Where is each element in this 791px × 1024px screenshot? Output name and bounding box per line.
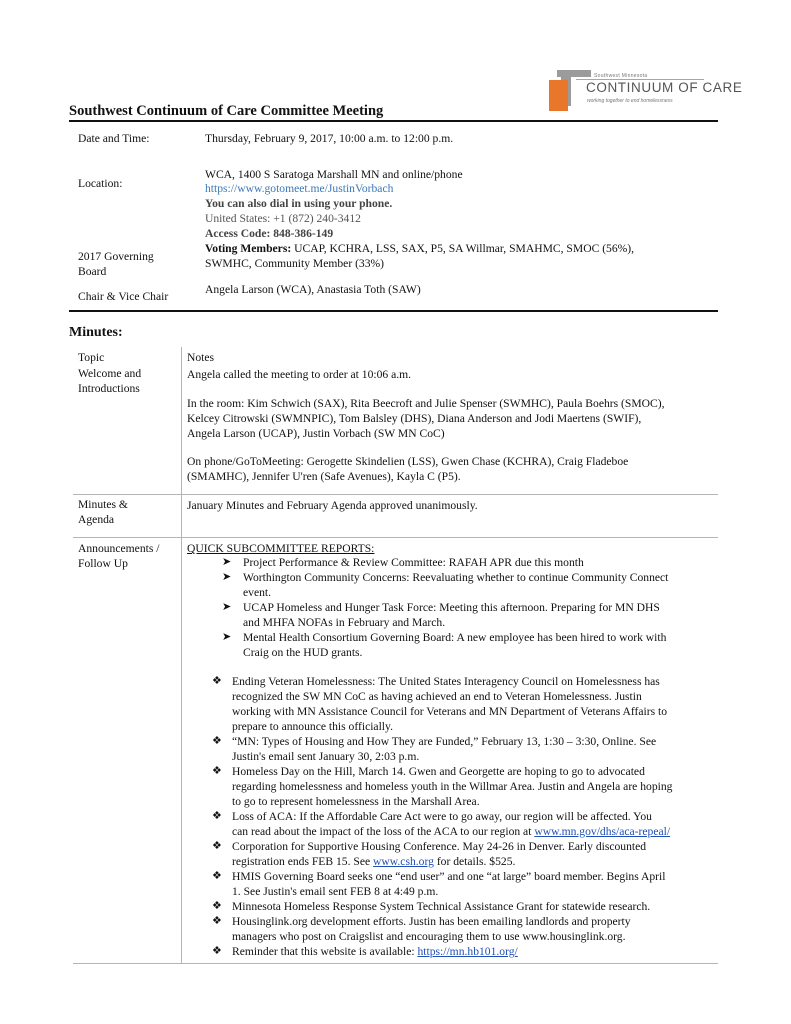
hb101-link[interactable]: https://mn.hb101.org/: [417, 945, 518, 958]
phone-number: United States: +1 (872) 240-3412: [205, 212, 361, 225]
minutes-topic-line2: Agenda: [78, 513, 115, 526]
report-item-3-line2: and MHFA NOFAs in February and March.: [243, 616, 446, 629]
report-item-3-line1: UCAP Homeless and Hunger Task Force: Meeting this afternoon. Preparing for MN DHS: [243, 601, 660, 614]
announcements-topic-line2: Follow Up: [78, 557, 128, 570]
day-on-hill-line1: Homeless Day on the Hill, March 14. Gwen and Georgette are hoping to go to advocated: [232, 765, 645, 778]
diamond-bullet-icon: ❖: [212, 735, 222, 747]
location-address: WCA, 1400 S Saratoga Marshall MN and online/phone: [205, 168, 463, 181]
csh-conference-line1: Corporation for Supportive Housing Conference. May 24-26 in Denver. Early discounted: [232, 840, 647, 853]
housing-types-line2: Justin's email sent January 30, 2:03 p.m.: [232, 750, 420, 763]
aca-loss-text: can read about the impact of the loss of the ACA to our region at: [232, 825, 535, 838]
csh-link[interactable]: www.csh.org: [373, 855, 434, 868]
voting-members-line2: SWMHC, Community Member (33%): [205, 257, 385, 270]
in-room-line3: Angela Larson (UCAP), Justin Vorbach (SW MN CoC): [187, 427, 445, 440]
welcome-topic-line1: Welcome and: [78, 367, 142, 380]
diamond-bullet-icon: ❖: [212, 870, 222, 882]
column-header-notes: Notes: [187, 351, 215, 364]
arrow-bullet-icon: ➤: [222, 631, 232, 643]
report-item-1: Project Performance & Review Committee: RAFAH APR due this month: [243, 556, 584, 569]
housinglink-line2: managers who post on Craigslist and encouraging them to use www.housinglink.org.: [232, 930, 626, 943]
aca-repeal-link[interactable]: www.mn.gov/dhs/aca-repeal/: [534, 825, 671, 838]
row-divider-2: [73, 537, 718, 538]
hmis-board-line1: HMIS Governing Board seeks one “end user” and one “at large” board member. Begins April: [232, 870, 666, 883]
voting-members-label: Voting Members:: [205, 242, 292, 255]
minutes-topic-line1: Minutes &: [78, 498, 128, 511]
website-reminder: [232, 944, 518, 959]
diamond-bullet-icon: ❖: [212, 675, 222, 687]
coc-logo: [549, 66, 743, 112]
announcements-topic-line1: Announcements /: [78, 542, 160, 555]
meeting-link[interactable]: https://www.gotomeet.me/JustinVorbach: [205, 182, 394, 195]
report-item-4-line2: Craig on the HUD grants.: [243, 646, 363, 659]
day-on-hill-line2: regarding homelessness and homeless youth in the Willmar Area. Justin and Angela are hoping: [232, 780, 673, 793]
section-rule: [69, 310, 718, 312]
chair-value: Angela Larson (WCA), Anastasia Toth (SAW): [205, 283, 421, 296]
veteran-homelessness-line2: recognized the SW MN CoC as having achieved an end to Veteran Homelessness. Justin: [232, 690, 642, 703]
csh-details-text: for details. $525.: [433, 855, 516, 868]
access-code: Access Code: 848-386-149: [205, 227, 334, 240]
row-divider-3: [73, 963, 718, 964]
table-column-divider: [181, 347, 182, 963]
logo-main-text: CONTINUUM OF CARE: [586, 80, 743, 95]
veteran-homelessness-line3: working with MN Assistance Council for Veterans and MN Department of Veterans Affairs to: [232, 705, 668, 718]
board-label-line1: 2017 Governing: [78, 250, 154, 263]
aca-loss-line2: [232, 824, 670, 839]
csh-conference-line2: [232, 854, 515, 869]
row-divider-1: [73, 494, 718, 495]
veteran-homelessness-line4: prepare to announce this officially.: [232, 720, 393, 733]
csh-registration-text: registration ends FEB 15. See: [232, 855, 374, 868]
welcome-topic-line2: Introductions: [78, 382, 140, 395]
quick-reports-heading: QUICK SUBCOMMITTEE REPORTS:: [187, 542, 375, 555]
arrow-bullet-icon: ➤: [222, 601, 232, 613]
logo-top-text: Southwest Minnesota: [594, 73, 648, 79]
diamond-bullet-icon: ❖: [212, 945, 222, 957]
voting-members-line1: [205, 241, 634, 256]
diamond-bullet-icon: ❖: [212, 840, 222, 852]
diamond-bullet-icon: ❖: [212, 810, 222, 822]
report-item-4-line1: Mental Health Consortium Governing Board: A new employee has been hired to work with: [243, 631, 667, 644]
call-to-order: Angela called the meeting to order at 10:06 a.m.: [187, 368, 412, 381]
board-label-line2: Board: [78, 265, 107, 278]
diamond-bullet-icon: ❖: [212, 900, 222, 912]
day-on-hill-line3: to go to represent homelessness in the Marshall Area.: [232, 795, 480, 808]
housing-types-line1: “MN: Types of Housing and How They are Funded,” February 13, 1:30 – 3:30, Online. See: [232, 735, 657, 748]
chair-label: Chair & Vice Chair: [78, 290, 169, 303]
arrow-bullet-icon: ➤: [222, 571, 232, 583]
on-phone-line1: On phone/GoToMeeting: Gerogette Skindelien (LSS), Gwen Chase (KCHRA), Craig Fladeboe: [187, 455, 629, 468]
logo-mark-orange: [549, 80, 568, 111]
logo-tagline: working together to end homelessness: [587, 98, 673, 104]
in-room-line1: In the room: Kim Schwich (SAX), Rita Beecroft and Julie Spenser (SWMHC), Paula Boehrs (SMOC),: [187, 397, 665, 410]
title-rule: [69, 120, 718, 122]
diamond-bullet-icon: ❖: [212, 915, 222, 927]
ta-grant-item: Minnesota Homeless Response System Technical Assistance Grant for statewide research.: [232, 900, 651, 913]
minutes-heading: Minutes:: [69, 325, 123, 340]
dial-in-text: You can also dial in using your phone.: [205, 197, 393, 210]
on-phone-line2: (SMAMHC), Jennifer U'ren (Safe Avenues), Kayla C (P5).: [187, 470, 461, 483]
arrow-bullet-icon: ➤: [222, 556, 232, 568]
in-room-line2: Kelcey Citrowski (SWMNPIC), Tom Balsley (DHS), Diana Anderson and Jodi Maertens (SWIF),: [187, 412, 642, 425]
location-label: Location:: [78, 177, 123, 190]
hmis-board-line2: 1. See Justin's email sent FEB 8 at 4:49 p.m.: [232, 885, 439, 898]
voting-members-list: UCAP, KCHRA, LSS, SAX, P5, SA Willmar, SMAHMC, SMOC (56%),: [291, 242, 635, 255]
website-reminder-text: Reminder that this website is available:: [232, 945, 418, 958]
minutes-approval-note: January Minutes and February Agenda approved unanimously.: [187, 499, 478, 512]
report-item-2-line1: Worthington Community Concerns: Reevaluating whether to continue Community Connect: [243, 571, 669, 584]
report-item-2-line2: event.: [243, 586, 272, 599]
date-value: Thursday, February 9, 2017, 10:00 a.m. to 12:00 p.m.: [205, 132, 454, 145]
date-label: Date and Time:: [78, 132, 150, 145]
document-title: Southwest Continuum of Care Committee Meeting: [69, 103, 384, 119]
diamond-bullet-icon: ❖: [212, 765, 222, 777]
veteran-homelessness-line1: Ending Veteran Homelessness: The United States Interagency Council on Homelessness has: [232, 675, 660, 688]
aca-loss-line1: Loss of ACA: If the Affordable Care Act were to go away, our region will be affected. You: [232, 810, 652, 823]
column-header-topic: Topic: [78, 351, 105, 364]
housinglink-line1: Housinglink.org development efforts. Justin has been emailing landlords and property: [232, 915, 631, 928]
